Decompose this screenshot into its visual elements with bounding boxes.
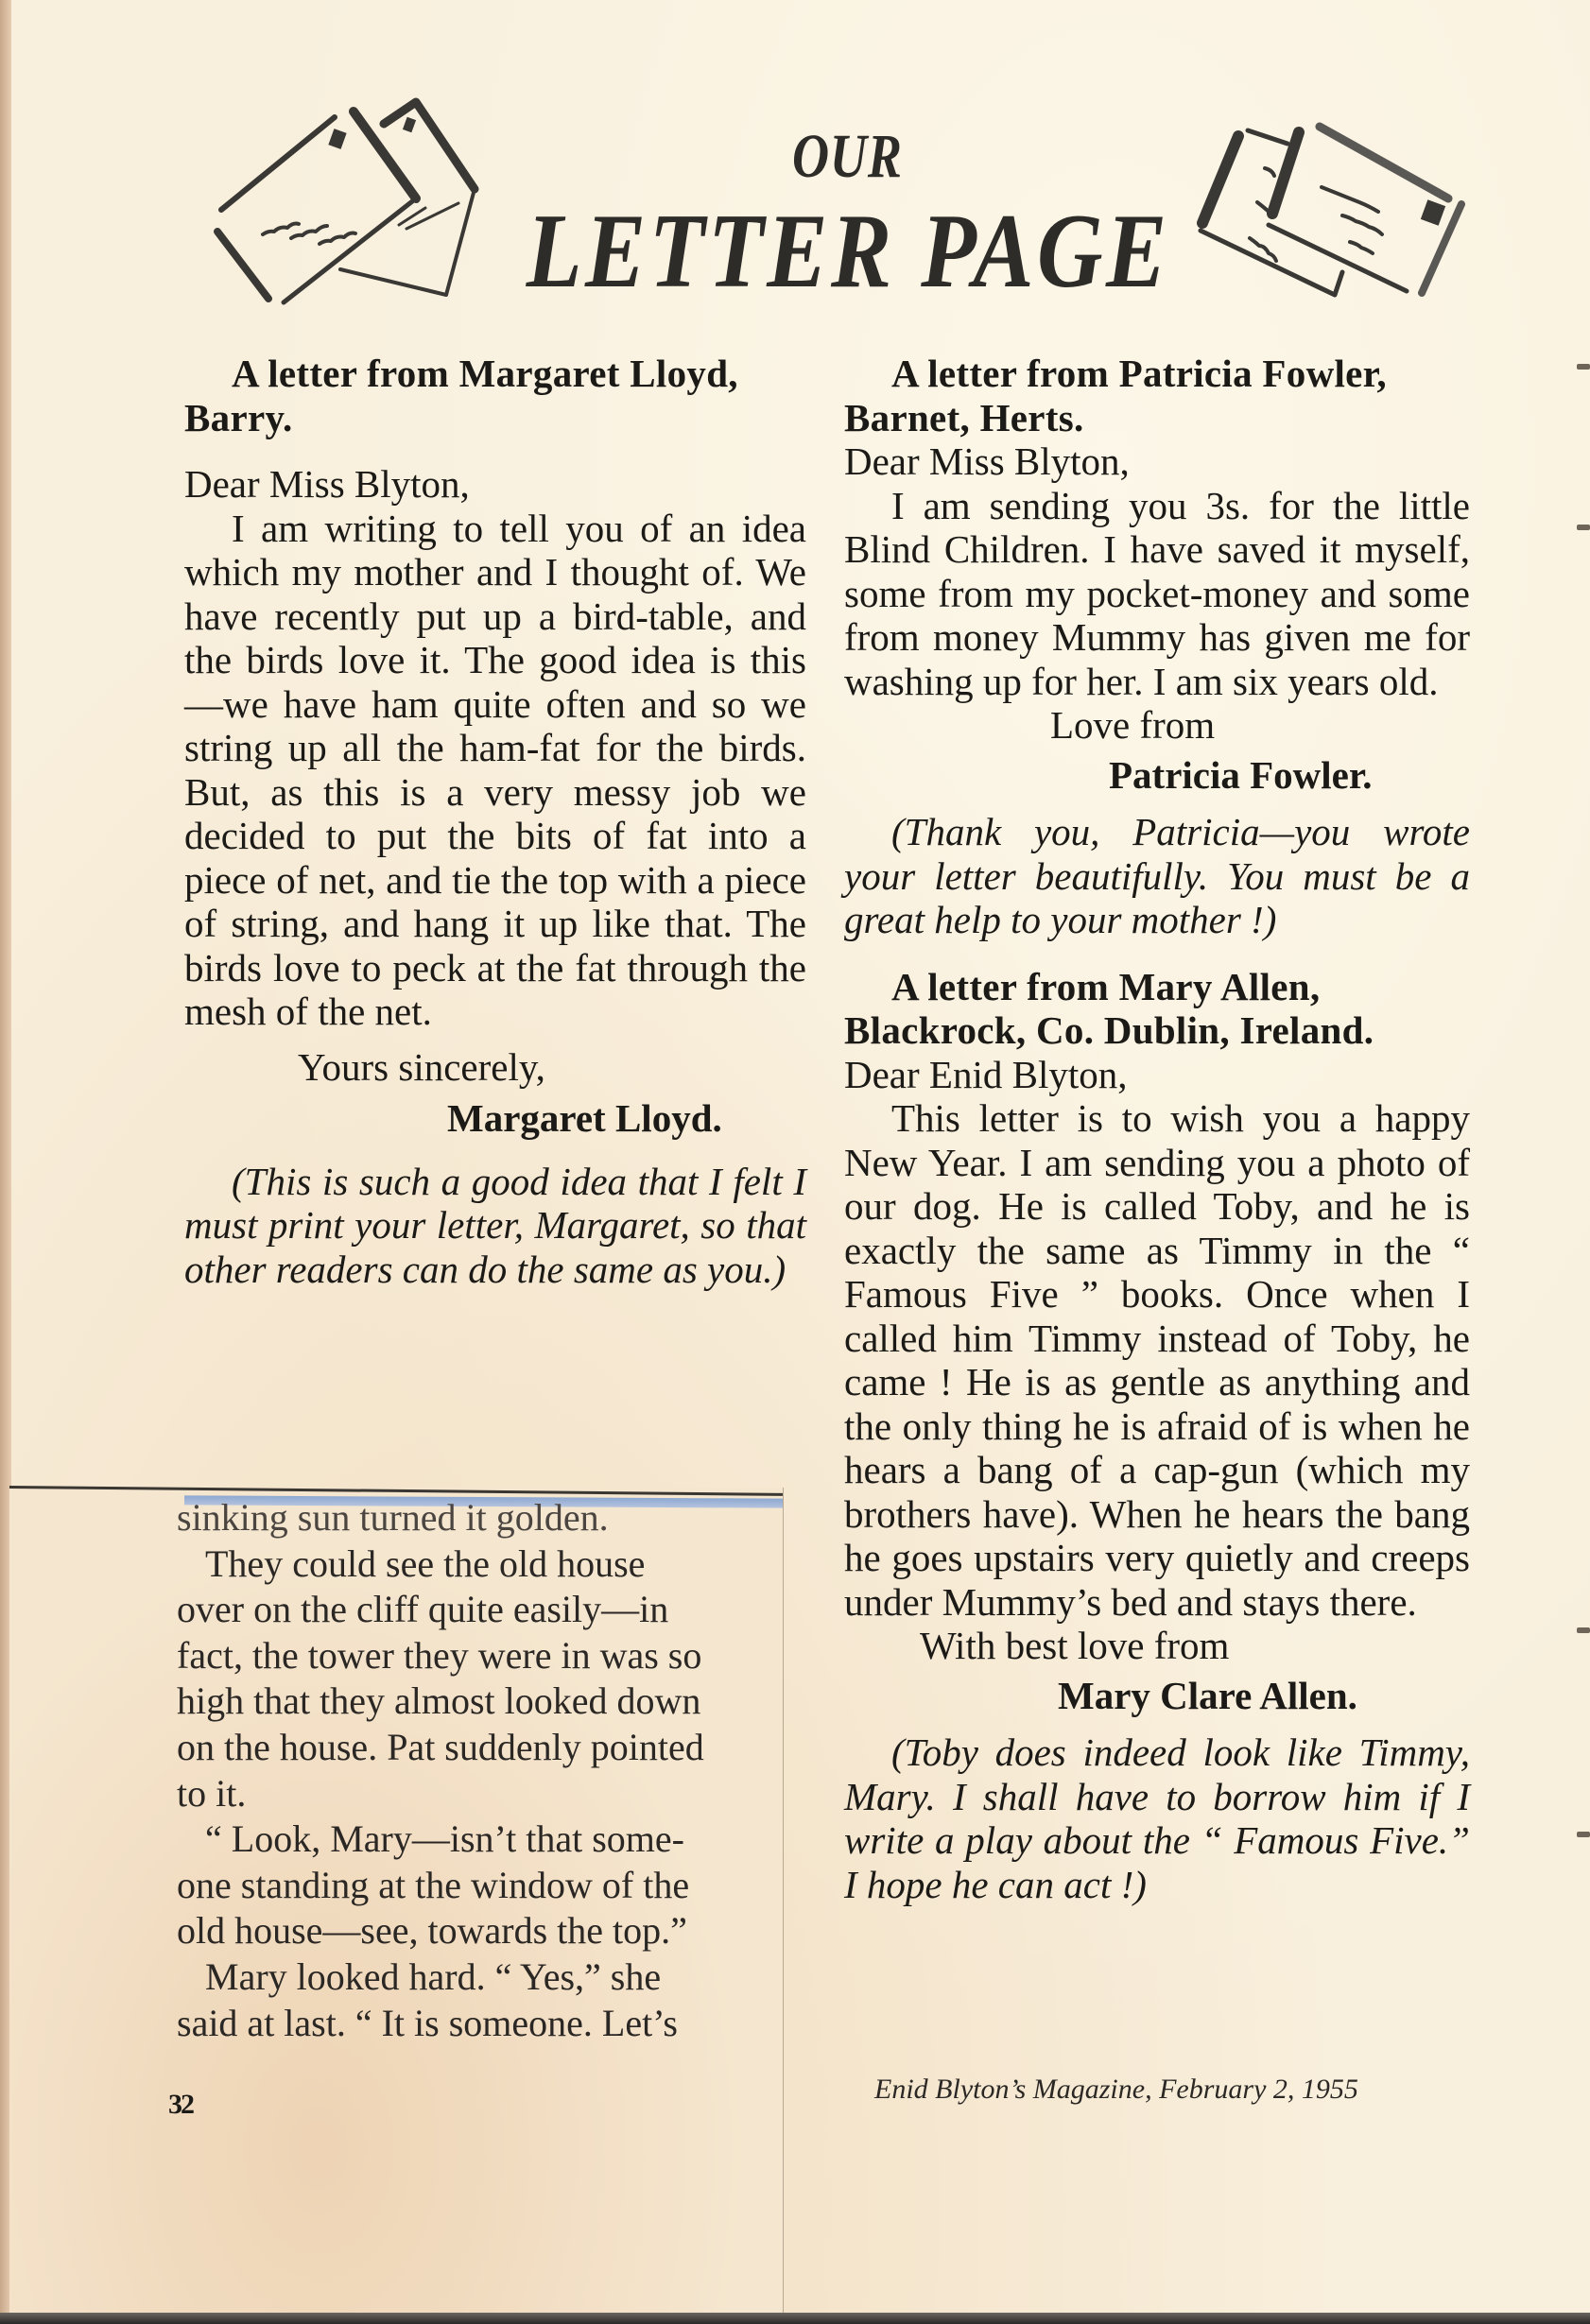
letter-heading: A letter from Patricia Fowler, (891, 352, 1387, 395)
story-line: one standing at the window of the (177, 1863, 690, 1906)
letter-body: This letter is to wish you a happy New Year. I am sending you a photo of our dog. He is called Toby, and he is exactly the same as Timmy in the “ Famous Five ” books. Once when I called him Timmy instead of Toby, he came ! He is as gentle as anything and the only thing he is afraid of is when he hears a bang of a cap-gun (which my brothers have). When he hears the bang he goes upstairs very quietly and creeps under Mummy’s bed and stays there. (844, 1096, 1470, 1624)
page-bottom-edge (0, 2313, 1590, 2324)
story-line: “ Look, Mary—isn’t that some- (177, 1817, 684, 1861)
story-line: Mary looked hard. “ Yes,” she (177, 1954, 662, 1998)
letter-salutation: Dear Miss Blyton, (844, 439, 1130, 483)
title-our: OUR (792, 122, 903, 191)
letter-signature: Mary Clare Allen. (1058, 1673, 1357, 1717)
letter-heading-location: Barnet, Herts. (844, 395, 1084, 439)
letter-salutation: Dear Enid Blyton, (844, 1052, 1128, 1096)
editor-reply: (Toby does indeed look like Timmy, Mary. I shall have to borrow him if I write a play about the “ Famous Five.” I hope he can act !) (844, 1730, 1470, 1906)
story-line: over on the cliff quite easily—in (177, 1588, 669, 1631)
story-line: on the house. Pat suddenly pointed (177, 1725, 704, 1768)
story-line: high that they almost looked down (177, 1679, 701, 1723)
letter-heading: A letter from Mary Allen, (891, 964, 1321, 1008)
letter-heading-location: Barry. (184, 395, 293, 439)
letter-signature: Margaret Lloyd. (447, 1096, 722, 1140)
right-column (844, 352, 1470, 1906)
story-line: old house—see, towards the top.” (177, 1909, 687, 1953)
letter-body: I am sending you 3s. for the little Blind Children. I have saved it myself, some from my pocket-money and some from money Mummy has given me for washing up for her. I am six years old. (844, 483, 1470, 703)
letter-heading-location: Blackrock, Co. Dublin, Ireland. (844, 1008, 1374, 1052)
story-line: sinking sun turned it golden. (177, 1496, 609, 1539)
page-number: 32 (168, 2089, 193, 2120)
story-line: to it. (177, 1771, 247, 1815)
story-fragment (177, 1495, 782, 2046)
letter-body: I am writing to tell you of an idea which my mother and I thought of. We have recently put up a bird-table, and the birds love it. The good idea is this—we have ham quite often and so we string up all the ham-fat for the birds. But, as this is a very messy job we decided to put the bits of fat into a piece of net, and tie the top with a piece of string, and hang it up like that. The birds love to peck at the fat through the mesh of the net. (184, 506, 806, 1033)
story-line: fact, the tower they were in was so (177, 1633, 702, 1677)
letter-salutation: Dear Miss Blyton, (184, 462, 470, 506)
editor-reply: (This is such a good idea that I felt I must print your letter, Margaret, so that other readers can do the same as you.) (184, 1159, 806, 1291)
envelopes-icon-right (1182, 104, 1484, 312)
letter-heading: A letter from Margaret Lloyd, (232, 352, 738, 395)
letter-mary-allen (844, 965, 1470, 1907)
letter-margaret-lloyd (184, 352, 806, 1291)
letter-closing: Yours sincerely, (298, 1044, 545, 1089)
letter-closing: Love from (1050, 703, 1216, 747)
letter-patricia-fowler (844, 352, 1470, 942)
letter-signature: Patricia Fowler. (1109, 752, 1373, 797)
story-line: said at last. “ It is someone. Let’s (177, 2001, 678, 2044)
story-line: They could see the old house (177, 1541, 646, 1585)
letter-closing: With best love from (920, 1624, 1230, 1667)
title-letter-page: LETTER PAGE (526, 193, 1170, 310)
editor-reply: (Thank you, Patricia—you wrote your letter beautifully. You must be a great help to your mother !) (844, 810, 1470, 941)
magazine-footer: Enid Blyton’s Magazine, February 2, 1955 (874, 2074, 1358, 2105)
masthead (189, 76, 1475, 321)
